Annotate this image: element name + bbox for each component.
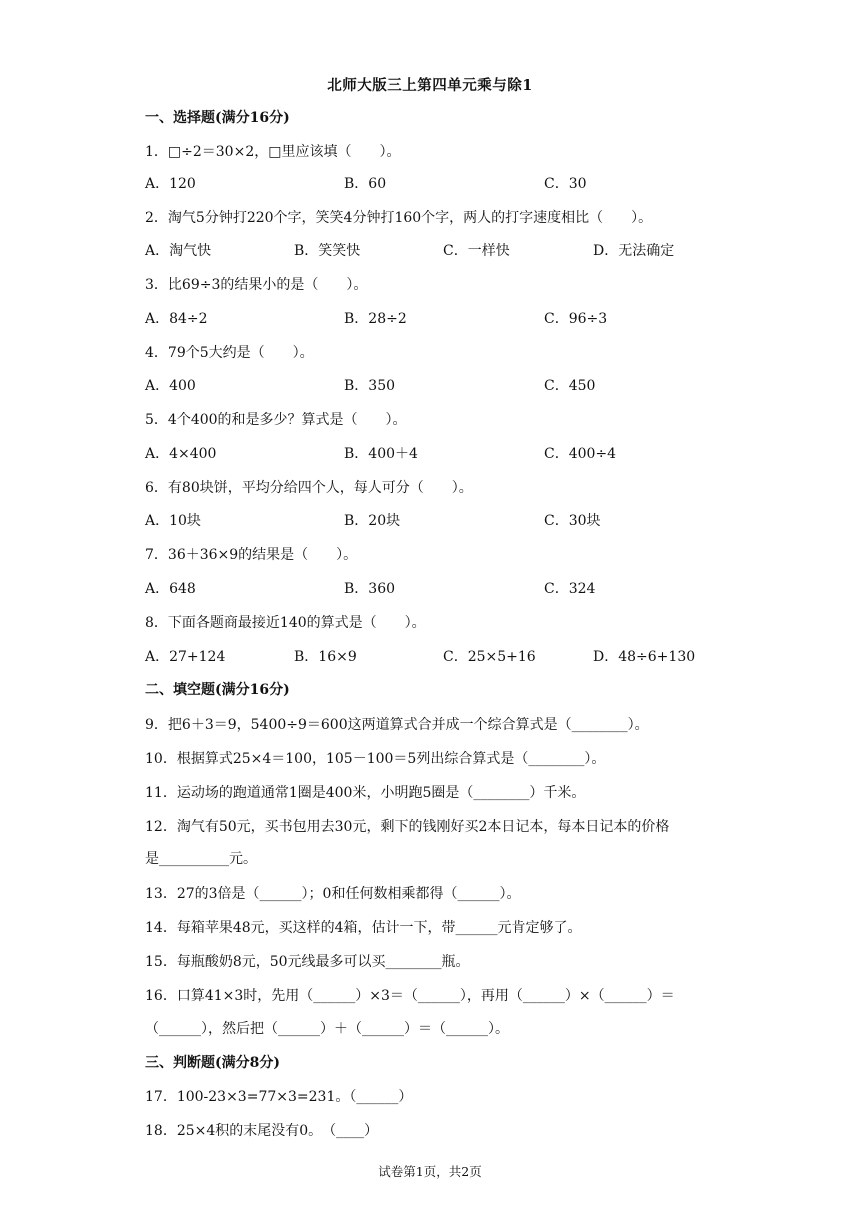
option-a: A．400 — [145, 378, 196, 394]
option-b: B．60 — [344, 176, 387, 192]
question-15: 15．每瓶酸奶8元，50元线最多可以买________瓶。 — [145, 954, 470, 970]
option-c: C．96÷3 — [544, 311, 608, 327]
question-12: 12．淘气有50元，买书包用去30元，剩下的钱刚好买2本日记本，每本日记本的价格 — [145, 819, 670, 835]
page-title: 北师大版三上第四单元乘与除1 — [327, 77, 533, 94]
option-b: B．20块 — [344, 513, 401, 529]
option-b: B．16×9 — [294, 649, 357, 665]
option-a: A．淘气快 — [145, 243, 212, 259]
question-6: 6．有80块饼，平均分给四个人，每人可分（ ）。 — [145, 480, 473, 496]
question-11: 11．运动场的跑道通常1圈是400米，小明跑5圈是（________）千米。 — [145, 785, 586, 801]
option-b: B．350 — [344, 378, 396, 394]
option-c: C．450 — [544, 378, 596, 394]
question-13: 13．27的3倍是（______）；0和任何数相乘都得（______）。 — [145, 886, 521, 902]
question-5: 5．4个400的和是多少？算式是（ ）。 — [145, 412, 407, 428]
section-choice-heading: 一、选择题(满分16分) — [145, 110, 290, 126]
option-c: C．25×5+16 — [443, 649, 536, 665]
option-d: D．48÷6+130 — [593, 649, 696, 665]
option-c: C．30块 — [544, 513, 601, 529]
option-c: C．30 — [544, 176, 587, 192]
section-fill-heading: 二、填空题(满分16分) — [145, 682, 290, 698]
question-2: 2．淘气5分钟打220个字，笑笑4分钟打160个字，两人的打字速度相比（ ）。 — [145, 210, 653, 226]
question-16-cont: （______），然后把（______）＋（______）＝（______）。 — [145, 1021, 509, 1037]
question-4: 4．79个5大约是（ ）。 — [145, 345, 314, 361]
option-a: A．10块 — [145, 513, 201, 529]
question-16: 16．口算41×3时，先用（______）×3＝（______），再用（______）×（______）＝ — [145, 988, 675, 1004]
option-c: C．一样快 — [443, 243, 510, 259]
question-7: 7．36＋36×9的结果是（ ）。 — [145, 547, 358, 563]
option-a: A．27+124 — [145, 649, 226, 665]
question-9: 9．把6＋3＝9，5400÷9＝600这两道算式合并成一个综合算式是（________）。 — [145, 717, 649, 733]
page-footer: 试卷第1页，共2页 — [378, 1164, 482, 1179]
question-18: 18．25×4积的末尾没有0。 （____） — [145, 1123, 379, 1139]
option-a: A．120 — [145, 176, 196, 192]
option-c: C．400÷4 — [544, 446, 617, 462]
option-c: C．324 — [544, 581, 596, 597]
question-17: 17．100-23×3=77×3=231。（______） — [145, 1089, 413, 1105]
question-8: 8．下面各题商最接近140的算式是（ ）。 — [145, 615, 426, 631]
option-a: A．84÷2 — [145, 311, 208, 327]
option-b: B．笑笑快 — [294, 243, 361, 259]
option-b: B．28÷2 — [344, 311, 407, 327]
option-d: D．无法确定 — [593, 243, 675, 259]
option-a: A．648 — [145, 581, 196, 597]
question-10: 10．根据算式25×4＝100，105－100＝5列出综合算式是（________）。 — [145, 751, 606, 767]
option-a: A．4×400 — [145, 446, 217, 462]
question-14: 14．每箱苹果48元，买这样的4箱，估计一下，带______元肯定够了。 — [145, 920, 582, 936]
option-b: B．400＋4 — [344, 446, 418, 462]
section-judge-heading: 三、判断题(满分8分) — [145, 1055, 280, 1071]
option-b: B．360 — [344, 581, 396, 597]
question-1: 1．□÷2＝30×2，□里应该填（ ）。 — [145, 144, 401, 160]
question-12-cont: 是__________元。 — [145, 851, 257, 867]
question-3: 3．比69÷3的结果小的是（ ）。 — [145, 277, 368, 293]
